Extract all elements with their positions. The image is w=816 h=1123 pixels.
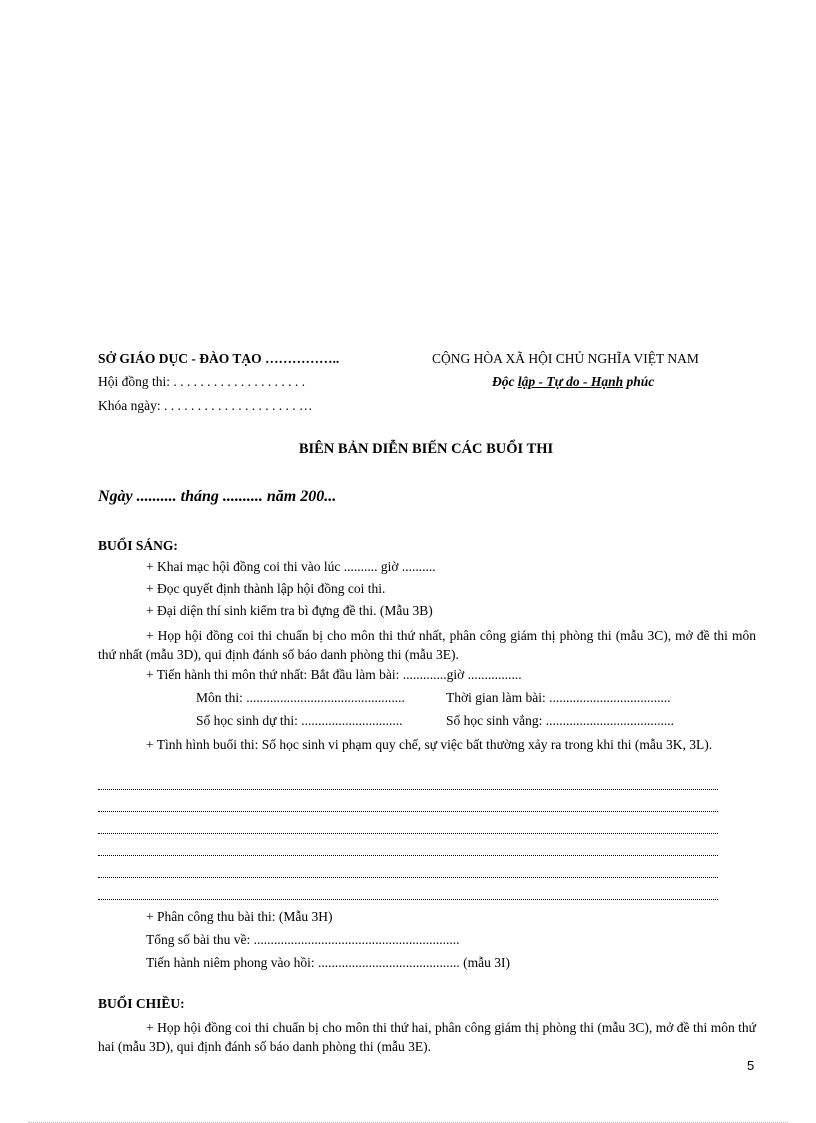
writing-line bbox=[98, 789, 718, 790]
motto-underlined: lập - Tự do - Hạnh bbox=[517, 374, 624, 389]
date-line: Ngày .......... tháng .......... năm 200... bbox=[98, 488, 337, 505]
afternoon-heading: BUỔI CHIỀU: bbox=[98, 996, 185, 1011]
course-date-field: Khóa ngày: . . . . . . . . . . . . . . . . . . . . … bbox=[98, 398, 313, 413]
list-item: + Đại diện thí sinh kiểm tra bì đựng đề thi. (Mẫu 3B) bbox=[146, 603, 433, 618]
motto-part: phúc bbox=[623, 374, 655, 389]
page-number: 5 bbox=[747, 1058, 755, 1073]
writing-line bbox=[98, 899, 718, 900]
list-item: + Khai mạc hội đồng coi thi vào lúc .......... giờ .......... bbox=[146, 559, 436, 574]
morning-meeting-paragraph: + Họp hội đồng coi thi chuẩn bị cho môn thi thứ nhất, phân công giám thị phòng thi (mẫu 3C), mở đề thi môn thứ nhất (mẫu 3D), qui định đánh số báo danh phòng thi (mẫu 3E). bbox=[98, 628, 756, 662]
writing-line bbox=[98, 811, 718, 812]
writing-line bbox=[98, 855, 718, 856]
republic-name: CỘNG HÒA XÃ HỘI CHỦ NGHĨA VIỆT NAM bbox=[432, 351, 699, 366]
collect-line: + Phân công thu bài thi: (Mẫu 3H) bbox=[146, 909, 333, 924]
national-motto bbox=[492, 374, 654, 390]
exam-council-field: Hội đồng thi: . . . . . . . . . . . . . . . . . . . . bbox=[98, 374, 306, 389]
absent-count-field: Số học sinh vắng: ...................................... bbox=[446, 713, 674, 728]
situation-paragraph: + Tình hình buổi thi: Số học sinh vi phạm quy chế, sự việc bất thường xảy ra trong khi thi (mẫu 3K, 3L). bbox=[146, 737, 713, 752]
document-title: BIÊN BẢN DIỄN BIẾN CÁC BUỔI THI bbox=[298, 441, 554, 457]
list-item: + Đọc quyết định thành lập hội đồng coi thi. bbox=[146, 581, 386, 596]
department-name: SỞ GIÁO DỤC - ĐÀO TẠO …………….. bbox=[98, 351, 340, 366]
writing-line bbox=[98, 877, 718, 878]
seal-time-field: Tiến hành niêm phong vào hồi: .......................................... (mẫu 3I) bbox=[146, 955, 510, 970]
motto-part: Độc bbox=[492, 374, 518, 389]
morning-heading: BUỔI SÁNG: bbox=[98, 538, 178, 553]
afternoon-meeting-paragraph: + Họp hội đồng coi thi chuẩn bị cho môn thi thứ hai, phân công giám thị phòng thi (mẫu 3C), mở đề thi môn thứ hai (mẫu 3D), qui định đánh số báo danh phòng thi (mẫu 3E). bbox=[98, 1020, 756, 1054]
duration-field: Thời gian làm bài: .................................... bbox=[446, 690, 671, 705]
first-exam-line: + Tiến hành thi môn thứ nhất: Bắt đầu làm bài: .............giờ ................ bbox=[146, 667, 522, 682]
total-collected-field: Tổng số bài thu về: ............................................................. bbox=[146, 932, 460, 947]
present-count-field: Số học sinh dự thi: .............................. bbox=[196, 713, 403, 728]
writing-line bbox=[98, 833, 718, 834]
subject-field: Môn thi: ............................................... bbox=[196, 690, 405, 705]
